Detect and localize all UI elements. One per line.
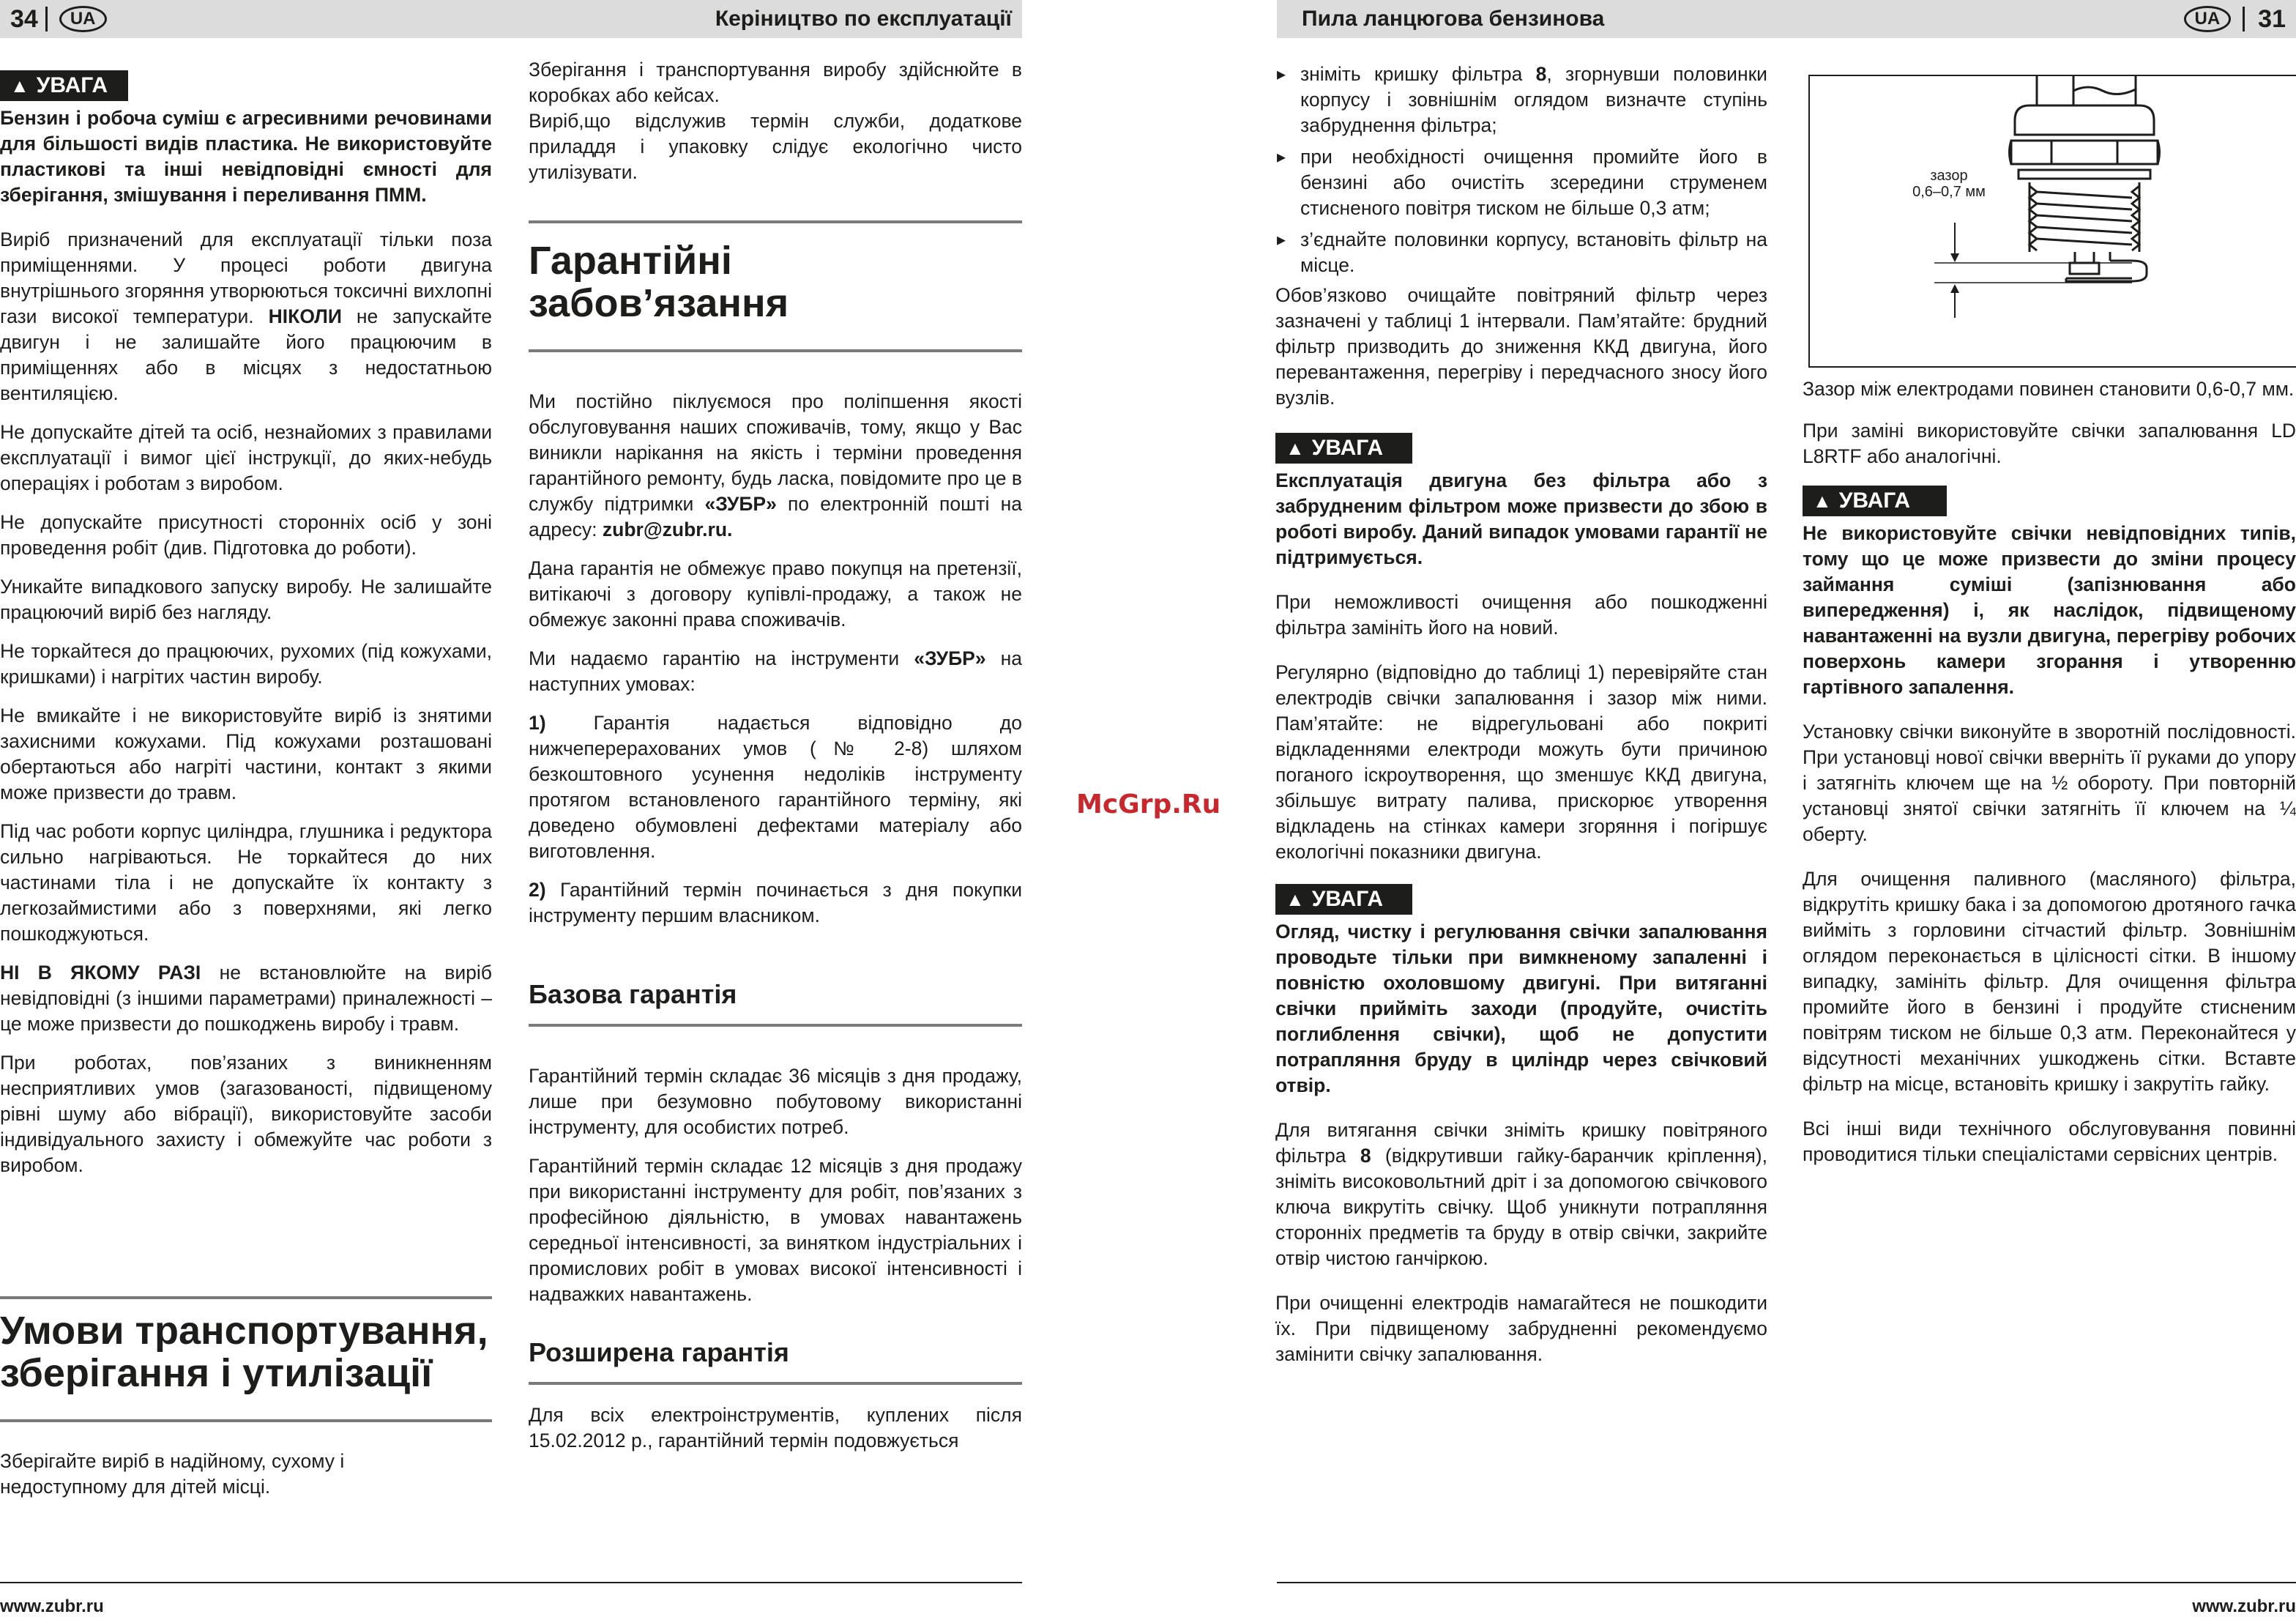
header-divider [45, 7, 48, 31]
warning-text: Не використовуйте свічки невідповідних типів, тому що це може призвести до зміни процесу займання суміші (запізнювання або випередження) і, як наслідок, підвищеному навантаженні на вузли двигуна, перегріву робочих поверхонь камери згорання і утворенню гартівного запалення. [1803, 522, 2296, 698]
transport-heading: Умови транспортування, зберігання і утилізації [0, 1309, 488, 1395]
warning-triangle-icon: ▲ [1286, 888, 1305, 910]
warning-triangle-icon: ▲ [1286, 437, 1305, 459]
paragraph: Обов’язково очищайте повітряний фільтр через зазначені у таблиці 1 інтервали. Пам’ятайте: брудний фільтр призводить до зниження ККД двигуна, його перевантаження, перегріву і передчасного зносу його вузлів. [1275, 284, 1767, 409]
left-header-title: Керіництво по експлуатації [715, 7, 1012, 31]
paragraph: НІ В ЯКОМУ РАЗІ не встановлюйте на виріб невідповідні (з іншими параметрами) приналежності – це може призвести до пошкоджень виробу і травм. [0, 962, 492, 1035]
paragraph: Всі інші види технічного обслуговування повинні проводитися тільки спеціалістами сервісних центрів. [1803, 1118, 2296, 1165]
paragraph: Не вмикайте і не використовуйте виріб із знятими захисними кожухами. Під кожухами розташовані обертаються або нагріті частини, контакт з якими може призвести до травм. [0, 705, 492, 803]
paragraph: Зберігання і транспортування виробу здійснюйте в коробках або кейсах. [529, 59, 1022, 106]
section-rule [529, 1382, 1022, 1385]
paragraph: Ми постійно піклуємося про поліпшення якості обслуговування наших споживачів, тому, якщо у Вас виникли нарікання на якість і терміни проведення гарантійного ремонту, будь ласка, повідомите про це в службу підтримки «ЗУБР» по електронній пошті на адресу: zubr@zubr.ru. [529, 390, 1022, 540]
right-page-header [1277, 0, 2296, 38]
paragraph: При роботах, пов’язаних з виникненням несприятливих умов (загазованості, підвищеному рівні шуму або вібрації), використовуйте засоби індивідуального захисту і обмежуйте час роботи з виробом. [0, 1052, 492, 1176]
warning-badge [1803, 486, 1947, 516]
paragraph: Для всіх електроінструментів, куплених після 15.02.2012 р., гарантійний термін подовжується [529, 1404, 1022, 1451]
list-item: ▸ зніміть кришку фільтра 8, згорнувши половинки корпусу і зовнішнім оглядом визначте ступінь забруднення фільтра; [1275, 62, 1767, 138]
right-page-number: 31 [2258, 4, 2286, 33]
right-col-1 [1275, 62, 1767, 1380]
spark-plug-icon [1810, 76, 2296, 366]
warning-badge [0, 70, 128, 101]
right-header-title: Пила ланцюгова бензинова [1302, 7, 1605, 31]
warning-triangle-icon: ▲ [1813, 490, 1832, 512]
paragraph: Не допускайте присутності сторонніх осіб у зоні проведення робіт (див. Підготовка до роботи). [0, 511, 492, 559]
list-item: ▸ з’єднайте половинки корпусу, встановіть фільтр на місце. [1275, 227, 1767, 278]
gap-label: зазор [1930, 168, 1968, 184]
paragraph: Не допускайте дітей та осіб, незнайомих з правилами експлуатації і вимог цієї інструкції, до яких-небудь операціях і роботам з виробом. [0, 421, 492, 494]
right-footer-rule [1277, 1582, 2296, 1583]
warning-text: Експлуатація двигуна без фільтра або з забрудненим фільтром може призвести до збою в роботі виробу. Даний випадок умовами гарантії не підтримується. [1275, 469, 1767, 568]
paragraph: Уникайте випадкового запуску виробу. Не залишайте працюючий виріб без нагляду. [0, 576, 492, 623]
warning-label: УВАГА [36, 73, 108, 97]
warning-text: Огляд, чистку і регулювання свічки запалювання проводьте тільки при вимкненому запаленні і повністю охоловшому двигуні. При витяганні свічки прийміть заходи (продуйте, очистіть поглиблення свічки), щоб не допустити потрапляння бруду в циліндр через свічковий отвір. [1275, 921, 1767, 1096]
paragraph: При заміні використовуйте свічки запалювання LD L8RTF або аналогічні. [1803, 420, 2296, 467]
base-warranty-heading: Базова гарантія [529, 979, 737, 1009]
right-lang-badge: UA [2184, 6, 2232, 32]
warranty-heading: Гарантійні забов’язання [529, 239, 789, 325]
section-rule [529, 1024, 1022, 1027]
watermark: McGrp.Ru [1076, 789, 1221, 819]
warning-label: УВАГА [1311, 436, 1384, 460]
support-email-link[interactable]: zubr@zubr.ru. [602, 518, 733, 540]
left-page-number: 34 [10, 4, 38, 33]
paragraph: Гарантійний термін складає 12 місяців з дня продажу при використанні інструменту для робіт, пов’язаних з професійною діяльністю, в умовах навантажень середньої інтенсивності, за винятком індустріальних і промислових робіт в умовах високої інтенсивності і надважких навантажень. [529, 1155, 1022, 1305]
right-footer-url[interactable]: www.zubr.ru [2192, 1596, 2296, 1616]
paragraph: Виріб,що відслужив термін служби, додаткове приладдя і упаковку слідує екологічно чисто утилізувати. [529, 110, 1022, 183]
warning-label: УВАГА [1838, 488, 1911, 513]
paragraph: Зазор між електродами повинен становити 0,6-0,7 мм. [1803, 378, 2295, 400]
paragraph: Установку свічки виконуйте в зворотній послідовності. При установці нової свічки вверніть її руками до упору і затягніть ключем ще на ½ обороту. При повторній установці знятої свічки затягніть її ключем на ¼ оберту. [1803, 721, 2296, 845]
paragraph: 1) Гарантія надається відповідно до нижчеперерахованих умов (№ 2-8) шляхом безкоштовного усунення недоліків інструменту протягом встановленого гарантійного терміну, які доведено обумовлені дефектами матеріалу або виготовлення. [529, 712, 1022, 862]
warning-badge [1275, 433, 1412, 464]
transport-section [0, 1296, 492, 1513]
paragraph: Дана гарантія не обмежує право покупця на претензії, витікаючі з договору купівлі-продажу, а також не обмежує законні права споживачів. [529, 557, 1022, 631]
section-rule [0, 1419, 492, 1422]
paragraph: Під час роботи корпус циліндра, глушника і редуктора сильно нагріваються. Не торкайтеся до них частинами тіла і не допускайте їх контакту з легкозаймистими або з поверхнями, які легко пошкоджуються. [0, 820, 492, 945]
left-footer-rule [0, 1582, 1022, 1583]
paragraph: При очищенні електродів намагайтеся не пошкодити їх. При підвищеному забрудненні рекомендуємо замінити свічку запалювання. [1275, 1292, 1767, 1365]
warning-triangle-icon: ▲ [10, 75, 29, 97]
spark-plug-figure [1808, 75, 2296, 368]
left-footer-url[interactable]: www.zubr.ru [0, 1596, 104, 1616]
left-col-2 [529, 57, 1022, 1467]
paragraph: 2) Гарантійний термін починається з дня покупки інструменту першим власником. [529, 879, 1022, 926]
paragraph: Для витягання свічки зніміть кришку повітряного фільтра 8 (відкрутивши гайку-баранчик кріплення), зніміть високовольтний дріт і за допомогою свічкового ключа викрутіть свічку. Щоб уникнути потрапляння сторонніх предметів та бруду в отвір свічки, закрийте отвір чистою ганчіркою. [1275, 1119, 1767, 1269]
header-divider [2243, 7, 2245, 31]
gap-value: 0,6–0,7 мм [1912, 184, 1986, 200]
list-item: ▸ при необхідності очищення промийте його в бензині або очистіть зсередини струменем стисненого повітря тиском не більше 0,3 атм; [1275, 144, 1767, 221]
paragraph: Зберігайте виріб в надійному, сухому і недоступному для дітей місці. [0, 1450, 345, 1498]
right-col-2 [1803, 376, 2296, 1181]
warning-badge [1275, 884, 1412, 915]
extended-warranty-heading: Розширена гарантія [529, 1337, 789, 1367]
paragraph: Ми надаємо гарантію на інструменти «ЗУБР» на наступних умовах: [529, 647, 1022, 695]
paragraph: Не торкайтеся до працюючих, рухомих (під кожухами, кришками) і нагрітих частин виробу. [0, 640, 492, 688]
paragraph: Регулярно (відповідно до таблиці 1) перевіряйте стан електродів свічки запалювання і зазор між ними. Пам’ятайте: не відрегульовані або покриті відкладеннями електроди можуть бути причиною поганого іскроутворення, що зменшує ККД двигуна, збільшує витрату палива, прискорює утворення відкладень на стінках камери згоряння і погіршує екологічні показники двигуна. [1275, 661, 1767, 863]
warning-label: УВАГА [1311, 887, 1384, 911]
warning-text: Бензин і робоча суміш є агресивними речовинами для більшості видів пластика. Не використовуйте пластикові та інші невідповідні ємності для зберігання, змішування і переливання ПММ. [0, 107, 492, 206]
paragraph: Гарантійний термін складає 36 місяців з дня продажу, лише при безумовно побутовому використанні інструменту, для особистих потреб. [529, 1065, 1022, 1138]
left-page-header [0, 0, 1022, 38]
section-rule [529, 349, 1022, 352]
paragraph: Виріб призначений для експлуатації тільки поза приміщеннями. У процесі роботи двигуна внутрішнього згоряння утворюються токсичні вихлопні гази високої температури. НІКОЛИ не запускайте двигун і не залишайте його працюючим в приміщеннях або в місцях з недостатньою вентиляцією. [0, 228, 492, 404]
paragraph: Для очищення паливного (масляного) фільтра, відкрутіть кришку бака і за допомогою дротяного гачка вийміть з горловини сітчастий фільтр. Зовнішнім оглядом переконається в цілісності сітки. В іншому випадку, замініть фільтр. Для очищення фільтра промийте його в бензині і продуйте стисненим повітрям тиском не більше 0,3 атм. Переконайтеся у відсутності механічних ушкоджень сітки. Вставте фільтр на місце, встановіть кришку і закрутіть гайку. [1803, 868, 2296, 1095]
paragraph: При неможливості очищення або пошкодженні фільтра замініть його на новий. [1275, 591, 1767, 639]
left-col-1 [0, 70, 492, 1192]
left-lang-badge: UA [59, 6, 107, 32]
